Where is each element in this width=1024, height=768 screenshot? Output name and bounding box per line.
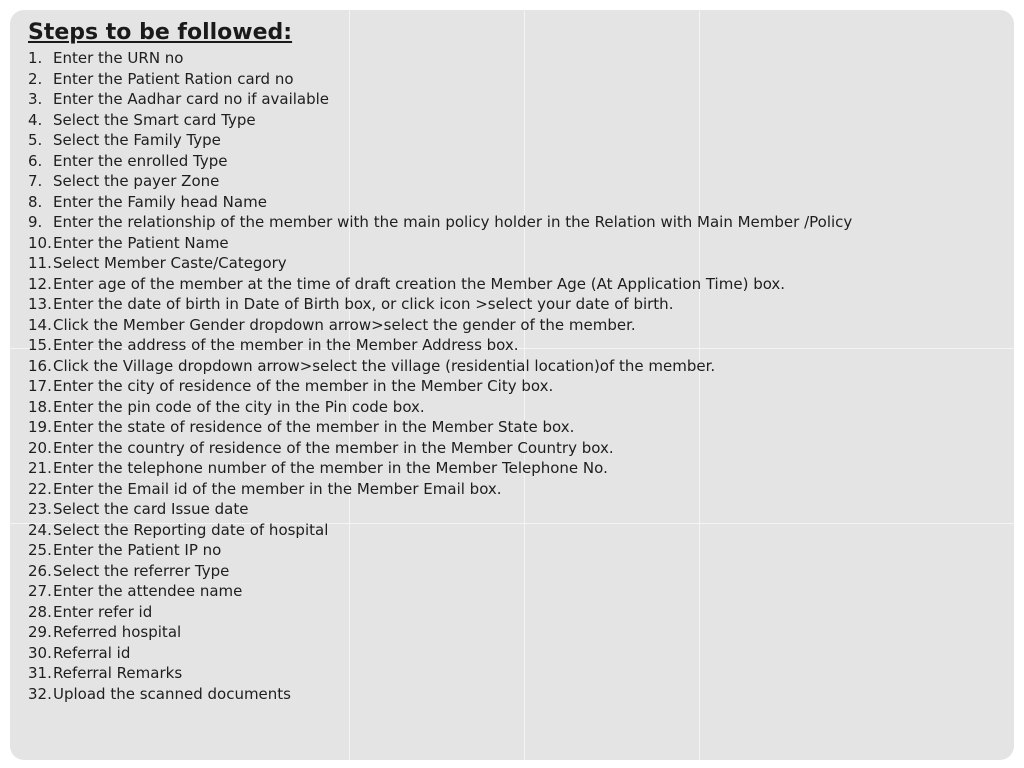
- step-text: Enter the Patient Ration card no: [53, 69, 294, 88]
- step-number: 7.: [28, 172, 43, 190]
- list-item: [28, 622, 1004, 643]
- list-item: [28, 212, 1004, 233]
- step-text: Enter the Patient Name: [53, 233, 229, 252]
- list-item: [28, 540, 1004, 561]
- list-item: [28, 335, 1004, 356]
- step-text: Enter the date of birth in Date of Birth box, or click icon >select your date of birth.: [53, 295, 674, 313]
- step-text: Enter the telephone number of the member in the Member Telephone No.: [53, 459, 608, 477]
- list-item: [28, 417, 1004, 438]
- step-text: Select Member Caste/Category: [53, 254, 287, 272]
- step-number: 5.: [28, 131, 43, 149]
- step-number: 9.: [28, 213, 43, 231]
- list-item: [28, 684, 1004, 705]
- page-title: Steps to be followed:: [28, 20, 293, 45]
- step-number: 13.: [28, 295, 52, 313]
- step-number: 10.: [28, 233, 52, 252]
- list-item: [28, 458, 1004, 479]
- list-item: [28, 315, 1004, 336]
- step-number: 8.: [28, 192, 43, 211]
- step-number: 22.: [28, 479, 52, 498]
- step-text: Upload the scanned documents: [53, 684, 291, 703]
- list-item: [28, 520, 1004, 541]
- list-item: [28, 69, 1004, 90]
- step-number: 1.: [28, 49, 43, 67]
- step-text: Enter the Aadhar card no if available: [53, 90, 330, 108]
- step-text: Select the Smart card Type: [53, 110, 256, 129]
- step-number: 27.: [28, 582, 52, 600]
- step-text: Referred hospital: [53, 623, 182, 641]
- step-number: 4.: [28, 110, 43, 129]
- step-text: Click the Member Gender dropdown arrow>select the gender of the member.: [53, 315, 636, 334]
- step-text: Enter the Email id of the member in the Member Email box.: [53, 479, 502, 498]
- step-text: Referral id: [53, 643, 131, 662]
- step-text: Enter the Patient IP no: [53, 541, 222, 559]
- step-text: Enter the URN no: [53, 49, 184, 67]
- step-number: 18.: [28, 397, 52, 416]
- step-text: Enter the address of the member in the Member Address box.: [53, 336, 519, 354]
- step-number: 3.: [28, 90, 43, 108]
- list-item: [28, 151, 1004, 172]
- list-item: [28, 643, 1004, 664]
- step-text: Enter the Family head Name: [53, 192, 267, 211]
- step-text: Enter the pin code of the city in the Pin code box.: [53, 397, 425, 416]
- step-number: 25.: [28, 541, 52, 559]
- step-number: 24.: [28, 520, 52, 539]
- step-number: 28.: [28, 602, 52, 621]
- step-text: Click the Village dropdown arrow>select the village (residential location)of the member.: [53, 356, 716, 375]
- step-number: 2.: [28, 69, 43, 88]
- content-area: [28, 18, 1004, 704]
- step-text: Enter the enrolled Type: [53, 151, 228, 170]
- step-text: Select the card Issue date: [53, 500, 249, 518]
- list-item: [28, 130, 1004, 151]
- step-number: 16.: [28, 356, 52, 375]
- step-number: 11.: [28, 254, 52, 272]
- step-number: 20.: [28, 438, 52, 457]
- step-text: Enter the city of residence of the member in the Member City box.: [53, 377, 554, 395]
- step-text: Select the referrer Type: [53, 561, 230, 580]
- step-text: Enter the relationship of the member with the main policy holder in the Relation with Main Member /Policy: [53, 213, 853, 231]
- list-item: [28, 89, 1004, 110]
- list-item: [28, 499, 1004, 520]
- step-number: 19.: [28, 418, 52, 436]
- step-number: 17.: [28, 377, 52, 395]
- list-item: [28, 438, 1004, 459]
- list-item: [28, 233, 1004, 254]
- steps-list: [28, 48, 1004, 704]
- list-item: [28, 479, 1004, 500]
- list-item: [28, 110, 1004, 131]
- list-item: [28, 376, 1004, 397]
- step-text: Enter the state of residence of the member in the Member State box.: [53, 418, 575, 436]
- step-number: 14.: [28, 315, 52, 334]
- step-number: 15.: [28, 336, 52, 354]
- list-item: [28, 274, 1004, 295]
- step-number: 23.: [28, 500, 52, 518]
- list-item: [28, 253, 1004, 274]
- step-text: Select the Reporting date of hospital: [53, 520, 329, 539]
- list-item: [28, 397, 1004, 418]
- list-item: [28, 602, 1004, 623]
- step-number: 21.: [28, 459, 52, 477]
- step-text: Enter refer id: [53, 602, 153, 621]
- step-text: Enter the attendee name: [53, 582, 243, 600]
- step-number: 6.: [28, 151, 43, 170]
- list-item: [28, 294, 1004, 315]
- step-number: 31.: [28, 664, 52, 682]
- step-text: Select the Family Type: [53, 131, 221, 149]
- step-number: 32.: [28, 684, 52, 703]
- step-number: 30.: [28, 643, 52, 662]
- list-item: [28, 356, 1004, 377]
- step-text: Enter the country of residence of the member in the Member Country box.: [53, 438, 614, 457]
- step-text: Enter age of the member at the time of draft creation the Member Age (At Application Time) box.: [53, 274, 786, 293]
- step-text: Select the payer Zone: [53, 172, 220, 190]
- list-item: [28, 171, 1004, 192]
- list-item: [28, 192, 1004, 213]
- list-item: [28, 561, 1004, 582]
- step-number: 26.: [28, 561, 52, 580]
- list-item: [28, 48, 1004, 69]
- list-item: [28, 581, 1004, 602]
- slide-background: [10, 10, 1014, 760]
- step-number: 29.: [28, 623, 52, 641]
- step-number: 12.: [28, 274, 52, 293]
- list-item: [28, 663, 1004, 684]
- step-text: Referral Remarks: [53, 664, 183, 682]
